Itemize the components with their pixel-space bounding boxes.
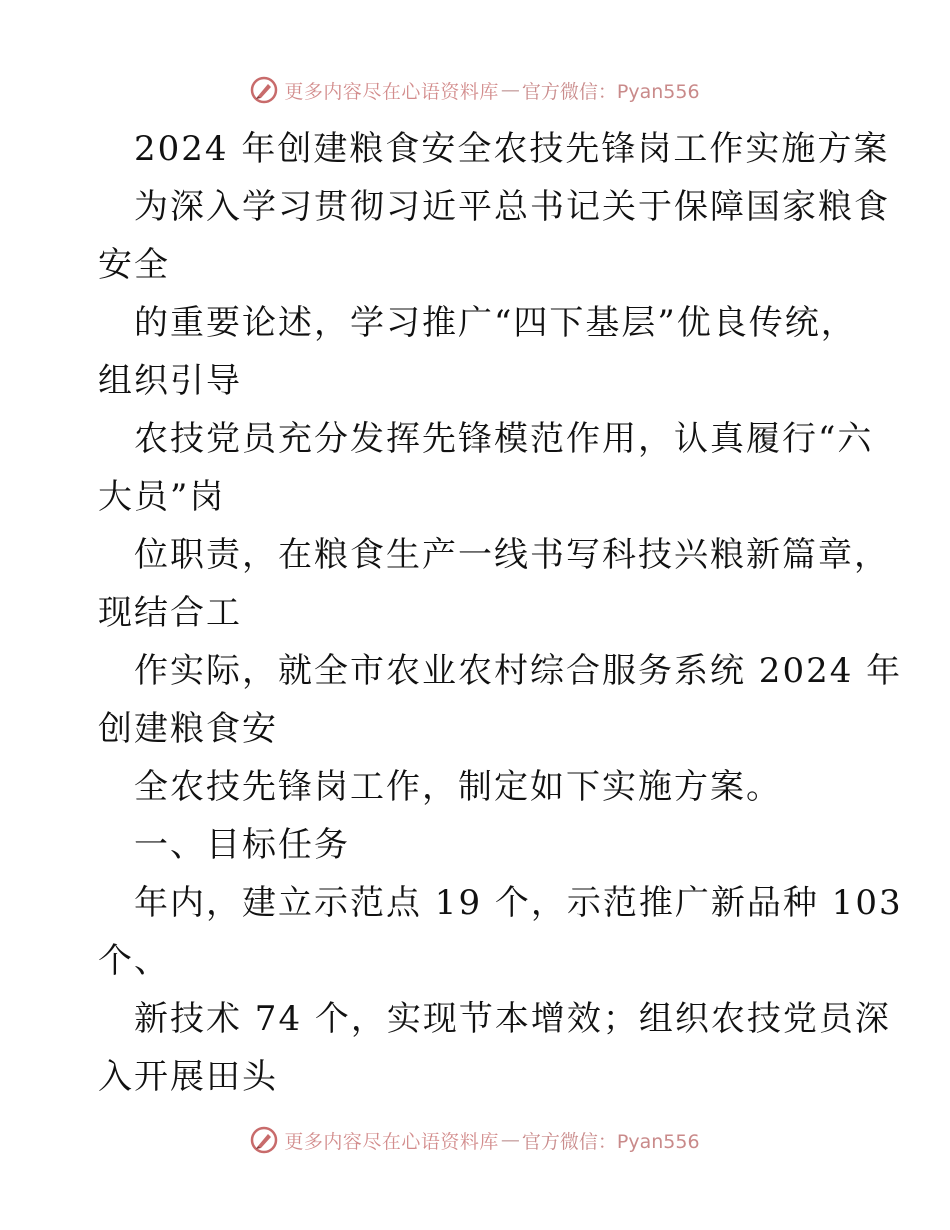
document-body (98, 120, 903, 1106)
paragraph-line: 现结合工 (98, 593, 242, 633)
paragraph-line: 位职责，在粮食生产一线书写科技兴粮新篇章， (134, 535, 890, 575)
section-heading: 一、目标任务 (134, 825, 350, 865)
paragraph-line: 组织引导 (98, 361, 242, 401)
pen-circle-icon (250, 76, 278, 104)
paragraph-line: 大员”岗 (98, 477, 226, 517)
pen-circle-icon (250, 1126, 278, 1154)
paragraph-line: 为深入学习贯彻习近平总书记关于保障国家粮食 (134, 187, 890, 227)
watermark-text: 更多内容尽在心语资料库 (284, 80, 499, 103)
paragraph-line: 入开展田头 (98, 1057, 278, 1097)
header-watermark (0, 70, 950, 110)
document-title: 2024 年创建粮食安全农技先锋岗工作实施方案 (134, 129, 890, 169)
paragraph-line: 农技党员充分发挥先锋模范作用，认真履行“六 (134, 419, 874, 459)
watermark-wechat: 官方微信：Pyan556 (521, 80, 700, 103)
paragraph-line: 年内，建立示范点 19 个，示范推广新品种 103 (134, 883, 903, 923)
paragraph-line: 新技术 74 个，实现节本增效；组织农技党员深 (134, 999, 891, 1039)
watermark-separator: — (500, 1129, 520, 1151)
watermark-text: 更多内容尽在心语资料库 (284, 1130, 499, 1153)
watermark-separator: — (500, 79, 520, 101)
paragraph-line: 个、 (98, 941, 170, 981)
watermark-wechat: 官方微信：Pyan556 (521, 1130, 700, 1153)
paragraph-line: 作实际，就全市农业农村综合服务系统 2024 年 (134, 651, 903, 691)
paragraph-line: 全农技先锋岗工作，制定如下实施方案。 (134, 767, 782, 807)
paragraph-line: 的重要论述，学习推广“四下基层”优良传统， (134, 303, 857, 343)
footer-watermark (0, 1120, 950, 1160)
paragraph-line: 创建粮食安 (98, 709, 278, 749)
paragraph-line: 安全 (98, 245, 170, 285)
